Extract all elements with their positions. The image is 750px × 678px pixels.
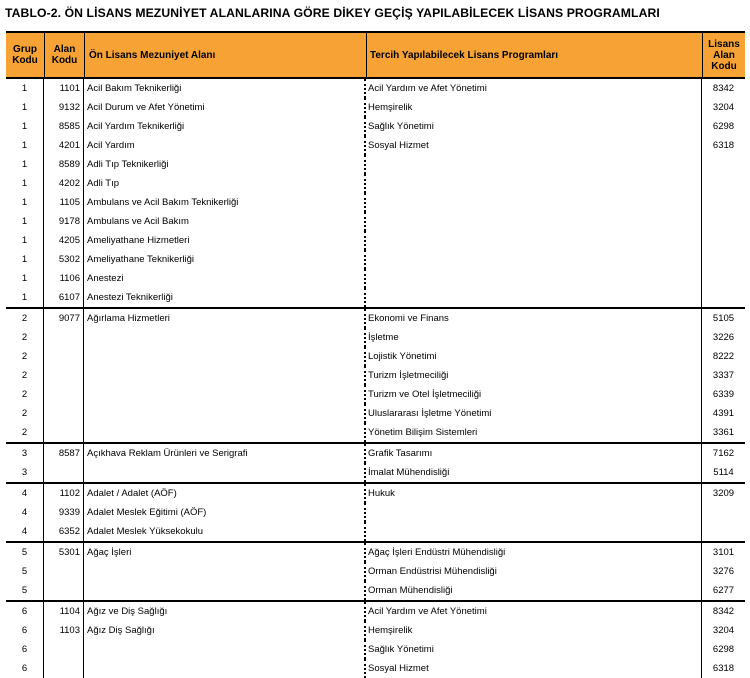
alan-kodu-cell xyxy=(44,347,84,366)
header-alan-kodu: Alan Kodu xyxy=(44,33,84,77)
lisans-alan-kodu-cell: 3204 xyxy=(712,102,735,113)
lisans-alan-kodu-cell: 3209 xyxy=(712,488,735,499)
table-row xyxy=(6,366,745,385)
table-row xyxy=(6,231,745,250)
grup-kodu-cell: 3 xyxy=(6,444,44,463)
grup-kodu-cell: 6 xyxy=(6,602,44,621)
grup-kodu-cell: 2 xyxy=(6,347,44,366)
alan-kodu-cell: 9077 xyxy=(44,309,84,328)
alan-kodu-cell xyxy=(44,366,84,385)
onlisans-alani-cell: Adli Tıp xyxy=(84,174,366,193)
page-title: TABLO-2. ÖN LİSANS MEZUNİYET ALANLARINA GÖRE DİKEY GEÇİŞ YAPILABİLECEK LİSANS PROGRAMLARI xyxy=(5,6,660,20)
alan-kodu-cell: 4205 xyxy=(44,231,84,250)
onlisans-alani-cell: Ağız ve Diş Sağlığı xyxy=(84,602,366,621)
alan-kodu-cell: 1106 xyxy=(44,269,84,288)
tercih-programi-cell xyxy=(366,174,702,193)
grup-kodu-cell: 4 xyxy=(6,484,44,503)
onlisans-alani-cell xyxy=(84,328,366,347)
lisans-alan-kodu-cell xyxy=(702,503,745,522)
alan-kodu-cell: 9132 xyxy=(44,98,84,117)
lisans-alan-kodu-cell: 7162 xyxy=(712,448,735,459)
onlisans-alani-cell: Adalet Meslek Eğitimi (AÖF) xyxy=(84,503,366,522)
alan-kodu-cell xyxy=(44,463,84,482)
onlisans-alani-cell: Adalet / Adalet (AÖF) xyxy=(84,484,366,503)
onlisans-alani-cell: Acil Yardım Teknikerliği xyxy=(84,117,366,136)
onlisans-alani-cell: Ağaç İşleri xyxy=(84,543,366,562)
table-row xyxy=(6,288,745,307)
alan-kodu-cell: 1103 xyxy=(44,621,84,640)
onlisans-alani-cell: Açıkhava Reklam Ürünleri ve Serigrafi xyxy=(84,444,366,463)
onlisans-alani-cell: Ambulans ve Acil Bakım xyxy=(84,212,366,231)
lisans-alan-kodu-cell xyxy=(702,522,745,541)
tercih-programi-cell xyxy=(366,503,702,522)
tercih-programi-cell: Sosyal Hizmet xyxy=(366,659,702,678)
table-row xyxy=(6,581,745,600)
table-row xyxy=(6,193,745,212)
tercih-programi-cell xyxy=(366,193,702,212)
alan-kodu-cell: 8587 xyxy=(44,444,84,463)
tercih-programi-cell xyxy=(366,250,702,269)
onlisans-alani-cell: Ameliyathane Teknikerliği xyxy=(84,250,366,269)
alan-kodu-cell: 6107 xyxy=(44,288,84,307)
table-row xyxy=(6,543,745,562)
onlisans-alani-cell xyxy=(84,640,366,659)
alan-kodu-cell: 8589 xyxy=(44,155,84,174)
tercih-programi-cell: Orman Mühendisliği xyxy=(366,581,702,600)
table-row xyxy=(6,309,745,328)
grup-kodu-cell: 2 xyxy=(6,385,44,404)
lisans-alan-kodu-cell xyxy=(702,212,745,231)
tercih-programi-cell: Sağlık Yönetimi xyxy=(366,640,702,659)
tercih-programi-cell xyxy=(366,522,702,541)
alan-kodu-cell xyxy=(44,385,84,404)
table-row xyxy=(6,79,745,98)
table-row xyxy=(6,640,745,659)
lisans-alan-kodu-cell xyxy=(702,288,745,307)
tercih-programi-cell: Hemşirelik xyxy=(366,621,702,640)
table-row xyxy=(6,659,745,678)
lisans-alan-kodu-cell: 8222 xyxy=(712,351,735,362)
onlisans-alani-cell: Adalet Meslek Yüksekokulu xyxy=(84,522,366,541)
table-header xyxy=(6,31,745,77)
alan-kodu-cell xyxy=(44,423,84,442)
onlisans-alani-cell: Anestezi xyxy=(84,269,366,288)
tercih-programi-cell xyxy=(366,155,702,174)
table-row xyxy=(6,212,745,231)
grup-kodu-cell: 1 xyxy=(6,155,44,174)
tercih-programi-cell: Acil Yardım ve Afet Yönetimi xyxy=(366,79,702,98)
programs-table xyxy=(6,31,745,678)
tercih-programi-cell xyxy=(366,212,702,231)
alan-kodu-cell: 1102 xyxy=(44,484,84,503)
alan-kodu-cell: 5301 xyxy=(44,543,84,562)
row-group xyxy=(6,482,745,541)
tercih-programi-cell: İşletme xyxy=(366,328,702,347)
tercih-programi-cell xyxy=(366,288,702,307)
grup-kodu-cell: 1 xyxy=(6,117,44,136)
lisans-alan-kodu-cell xyxy=(702,174,745,193)
lisans-alan-kodu-cell: 3226 xyxy=(712,332,735,343)
alan-kodu-cell: 5302 xyxy=(44,250,84,269)
table-row xyxy=(6,562,745,581)
grup-kodu-cell: 1 xyxy=(6,193,44,212)
onlisans-alani-cell xyxy=(84,366,366,385)
onlisans-alani-cell xyxy=(84,423,366,442)
table-row xyxy=(6,423,745,442)
lisans-alan-kodu-cell: 3337 xyxy=(712,370,735,381)
table-row xyxy=(6,463,745,482)
lisans-alan-kodu-cell xyxy=(702,231,745,250)
tercih-programi-cell: Hukuk xyxy=(366,484,702,503)
tercih-programi-cell: Orman Endüstrisi Mühendisliği xyxy=(366,562,702,581)
alan-kodu-cell xyxy=(44,659,84,678)
grup-kodu-cell: 6 xyxy=(6,640,44,659)
alan-kodu-cell: 1101 xyxy=(44,79,84,98)
onlisans-alani-cell: Acil Yardım xyxy=(84,136,366,155)
lisans-alan-kodu-cell: 6318 xyxy=(712,140,735,151)
grup-kodu-cell: 6 xyxy=(6,659,44,678)
grup-kodu-cell: 4 xyxy=(6,503,44,522)
tercih-programi-cell: Ekonomi ve Finans xyxy=(366,309,702,328)
alan-kodu-cell xyxy=(44,581,84,600)
alan-kodu-cell: 8585 xyxy=(44,117,84,136)
lisans-alan-kodu-cell: 6277 xyxy=(712,585,735,596)
table-row xyxy=(6,444,745,463)
table-row xyxy=(6,404,745,423)
onlisans-alani-cell: Ağırlama Hizmetleri xyxy=(84,309,366,328)
tercih-programi-cell: Yönetim Bilişim Sistemleri xyxy=(366,423,702,442)
lisans-alan-kodu-cell: 3101 xyxy=(712,547,735,558)
onlisans-alani-cell xyxy=(84,562,366,581)
tercih-programi-cell xyxy=(366,231,702,250)
lisans-alan-kodu-cell xyxy=(702,269,745,288)
table-row xyxy=(6,328,745,347)
grup-kodu-cell: 1 xyxy=(6,212,44,231)
grup-kodu-cell: 5 xyxy=(6,562,44,581)
onlisans-alani-cell: Ağız Diş Sağlığı xyxy=(84,621,366,640)
onlisans-alani-cell: Anestezi Teknikerliği xyxy=(84,288,366,307)
onlisans-alani-cell xyxy=(84,385,366,404)
grup-kodu-cell: 1 xyxy=(6,174,44,193)
onlisans-alani-cell xyxy=(84,581,366,600)
lisans-alan-kodu-cell xyxy=(702,193,745,212)
table-row xyxy=(6,174,745,193)
tercih-programi-cell: İmalat Mühendisliği xyxy=(366,463,702,482)
tercih-programi-cell: Acil Yardım ve Afet Yönetimi xyxy=(366,602,702,621)
tercih-programi-cell: Sağlık Yönetimi xyxy=(366,117,702,136)
grup-kodu-cell: 1 xyxy=(6,288,44,307)
grup-kodu-cell: 1 xyxy=(6,79,44,98)
grup-kodu-cell: 2 xyxy=(6,309,44,328)
table-row xyxy=(6,269,745,288)
alan-kodu-cell: 9178 xyxy=(44,212,84,231)
lisans-alan-kodu-cell: 6339 xyxy=(712,389,735,400)
table-row xyxy=(6,117,745,136)
grup-kodu-cell: 1 xyxy=(6,269,44,288)
grup-kodu-cell: 3 xyxy=(6,463,44,482)
row-group xyxy=(6,600,745,678)
onlisans-alani-cell: Adli Tıp Teknikerliği xyxy=(84,155,366,174)
grup-kodu-cell: 1 xyxy=(6,136,44,155)
row-group xyxy=(6,77,745,307)
alan-kodu-cell xyxy=(44,640,84,659)
lisans-alan-kodu-cell: 5105 xyxy=(712,313,735,324)
onlisans-alani-cell xyxy=(84,347,366,366)
alan-kodu-cell: 1105 xyxy=(44,193,84,212)
lisans-alan-kodu-cell: 8342 xyxy=(712,83,735,94)
grup-kodu-cell: 1 xyxy=(6,250,44,269)
alan-kodu-cell xyxy=(44,328,84,347)
onlisans-alani-cell: Acil Bakım Teknikerliği xyxy=(84,79,366,98)
tercih-programi-cell: Grafik Tasarımı xyxy=(366,444,702,463)
table-row xyxy=(6,250,745,269)
tercih-programi-cell: Uluslararası İşletme Yönetimi xyxy=(366,404,702,423)
grup-kodu-cell: 4 xyxy=(6,522,44,541)
lisans-alan-kodu-cell: 3204 xyxy=(712,625,735,636)
table-row xyxy=(6,136,745,155)
grup-kodu-cell: 2 xyxy=(6,423,44,442)
table-row xyxy=(6,522,745,541)
grup-kodu-cell: 2 xyxy=(6,366,44,385)
row-group xyxy=(6,541,745,600)
header-grup-kodu: Grup Kodu xyxy=(12,44,38,66)
table-row xyxy=(6,347,745,366)
onlisans-alani-cell xyxy=(84,463,366,482)
tercih-programi-cell: Turizm ve Otel İşletmeciliği xyxy=(366,385,702,404)
lisans-alan-kodu-cell: 6298 xyxy=(712,644,735,655)
table-row xyxy=(6,385,745,404)
table-row xyxy=(6,602,745,621)
tercih-programi-cell: Ağaç İşleri Endüstri Mühendisliği xyxy=(366,543,702,562)
lisans-alan-kodu-cell: 5114 xyxy=(713,467,734,478)
onlisans-alani-cell: Acil Durum ve Afet Yönetimi xyxy=(84,98,366,117)
onlisans-alani-cell xyxy=(84,404,366,423)
onlisans-alani-cell: Ambulans ve Acil Bakım Teknikerliği xyxy=(84,193,366,212)
grup-kodu-cell: 1 xyxy=(6,98,44,117)
onlisans-alani-cell: Ameliyathane Hizmetleri xyxy=(84,231,366,250)
grup-kodu-cell: 6 xyxy=(6,621,44,640)
alan-kodu-cell xyxy=(44,404,84,423)
tercih-programi-cell: Sosyal Hizmet xyxy=(366,136,702,155)
grup-kodu-cell: 2 xyxy=(6,404,44,423)
lisans-alan-kodu-cell: 4391 xyxy=(712,408,735,419)
header-lisans-alan-kodu: Lisans Alan Kodu xyxy=(702,33,745,77)
lisans-alan-kodu-cell: 3361 xyxy=(712,427,735,438)
alan-kodu-cell xyxy=(44,562,84,581)
table-row xyxy=(6,503,745,522)
alan-kodu-cell: 4201 xyxy=(44,136,84,155)
grup-kodu-cell: 5 xyxy=(6,543,44,562)
alan-kodu-cell: 9339 xyxy=(44,503,84,522)
lisans-alan-kodu-cell xyxy=(702,250,745,269)
tercih-programi-cell: Lojistik Yönetimi xyxy=(366,347,702,366)
table-row xyxy=(6,621,745,640)
table-row xyxy=(6,98,745,117)
alan-kodu-cell: 1104 xyxy=(44,602,84,621)
lisans-alan-kodu-cell: 6318 xyxy=(712,663,735,674)
alan-kodu-cell: 6352 xyxy=(44,522,84,541)
lisans-alan-kodu-cell: 3276 xyxy=(712,566,735,577)
tercih-programi-cell xyxy=(366,269,702,288)
lisans-alan-kodu-cell: 8342 xyxy=(712,606,735,617)
header-tercih-programlari: Tercih Yapılabilecek Lisans Programları xyxy=(366,33,702,77)
tercih-programi-cell: Turizm İşletmeciliği xyxy=(366,366,702,385)
onlisans-alani-cell xyxy=(84,659,366,678)
header-onlisans-alani: Ön Lisans Mezuniyet Alanı xyxy=(84,33,366,77)
table-row xyxy=(6,484,745,503)
table-row xyxy=(6,155,745,174)
lisans-alan-kodu-cell: 6298 xyxy=(712,121,735,132)
grup-kodu-cell: 1 xyxy=(6,231,44,250)
grup-kodu-cell: 2 xyxy=(6,328,44,347)
alan-kodu-cell: 4202 xyxy=(44,174,84,193)
lisans-alan-kodu-cell xyxy=(702,155,745,174)
tercih-programi-cell: Hemşirelik xyxy=(366,98,702,117)
grup-kodu-cell: 5 xyxy=(6,581,44,600)
row-group xyxy=(6,442,745,482)
row-group xyxy=(6,307,745,442)
table-body xyxy=(6,77,745,678)
